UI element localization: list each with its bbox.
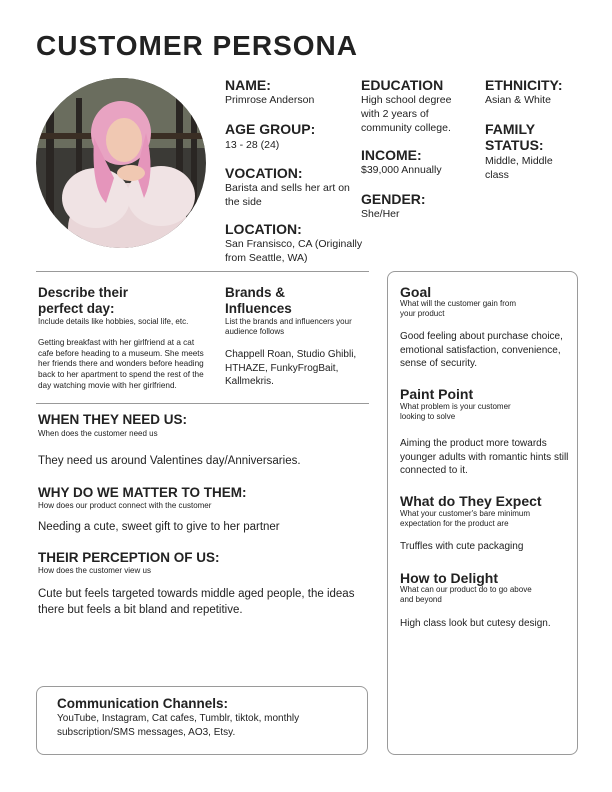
location-value: San Fransisco, CA (Originally from Seattle, WA) (225, 238, 363, 265)
section-divider-2 (36, 403, 369, 404)
income-value: $39,000 Annually (361, 164, 442, 176)
brands-sub: List the brands and influencers your audience follows (225, 317, 352, 337)
goal-sub: What will the customer gain from your product (400, 299, 517, 319)
income-label: INCOME: (361, 147, 422, 163)
perfect-day-text: Getting breakfast with her girlfriend at a cat cafe before heading to a museum. She meets her friends there and wonders before heading back to her apartment to spend the rest of the day watching movie with her girlfriend. (38, 338, 204, 390)
ethnicity-value: Asian & White (485, 94, 551, 106)
when-sub: When does the customer need us (38, 429, 158, 438)
perfect-day-heading: Describe their perfect day: (38, 285, 129, 316)
age-label: AGE GROUP: (225, 121, 316, 137)
delight-sub: What can our product do to go above and beyond (400, 585, 532, 605)
when-heading: WHEN THEY NEED US: (38, 412, 188, 427)
vocation-label: VOCATION: (225, 165, 303, 181)
gender-value: She/Her (361, 208, 400, 220)
family-value: Middle, Middle class (485, 155, 553, 182)
age-value: 13 - 28 (24) (225, 139, 280, 151)
profile-photo (36, 78, 206, 248)
perception-heading: THEIR PERCEPTION OF US: (38, 550, 220, 565)
why-sub: How does our product connect with the customer (38, 501, 212, 510)
brands-text: Chappell Roan, Studio Ghibli, HTHAZE, FunkyFrogBait, Kallmekris. (225, 349, 357, 387)
name-value: Primrose Anderson (225, 94, 315, 106)
gender-label: GENDER: (361, 191, 426, 207)
ethnicity-label: ETHNICITY: (485, 77, 563, 93)
page-title: CUSTOMER PERSONA (36, 30, 358, 61)
when-text: They need us around Valentines day/Anniversaries. (38, 455, 301, 467)
family-label: FAMILY STATUS: (485, 121, 544, 154)
name-label: NAME: (225, 77, 271, 93)
education-label: EDUCATION (361, 77, 444, 93)
delight-text: High class look but cutesy design. (400, 618, 551, 629)
perception-text: Cute but feels targeted towards middle aged people, the ideas there but feels a bit bland and repetitive. (38, 588, 355, 617)
pain-point-sub: What problem is your customer looking to solve (400, 402, 511, 422)
perception-sub: How does the customer view us (38, 566, 151, 575)
perfect-day-sub: Include details like hobbies, social life, etc. (38, 317, 189, 326)
why-heading: WHY DO WE MATTER TO THEM: (38, 485, 247, 500)
brands-heading: Brands & Influences (225, 285, 292, 316)
vocation-value: Barista and sells her art on the side (225, 182, 350, 209)
education-value: High school degree with 2 years of community college. (361, 94, 452, 135)
pain-point-text: Aiming the product more towards younger adults with romantic hints still connected to it. (400, 438, 569, 476)
expect-text: Truffles with cute packaging (400, 541, 524, 552)
why-text: Needing a cute, sweet gift to give to her partner (38, 521, 280, 533)
pain-point-heading: Paint Point (400, 386, 474, 402)
expect-heading: What do They Expect (400, 493, 542, 509)
delight-heading: How to Delight (400, 570, 498, 586)
section-divider (36, 271, 369, 272)
goal-heading: Goal (400, 284, 432, 300)
expect-sub: What your customer's bare minimum expectation for the product are (400, 509, 531, 529)
location-label: LOCATION: (225, 221, 302, 237)
goal-text: Good feeling about purchase choice, emotional satisfaction, convenience, sense of security. (400, 331, 563, 369)
channels-heading: Communication Channels: (57, 696, 229, 711)
channels-text: YouTube, Instagram, Cat cafes, Tumblr, tiktok, monthly subscription/SMS messages, AO3, Etsy. (57, 713, 300, 738)
